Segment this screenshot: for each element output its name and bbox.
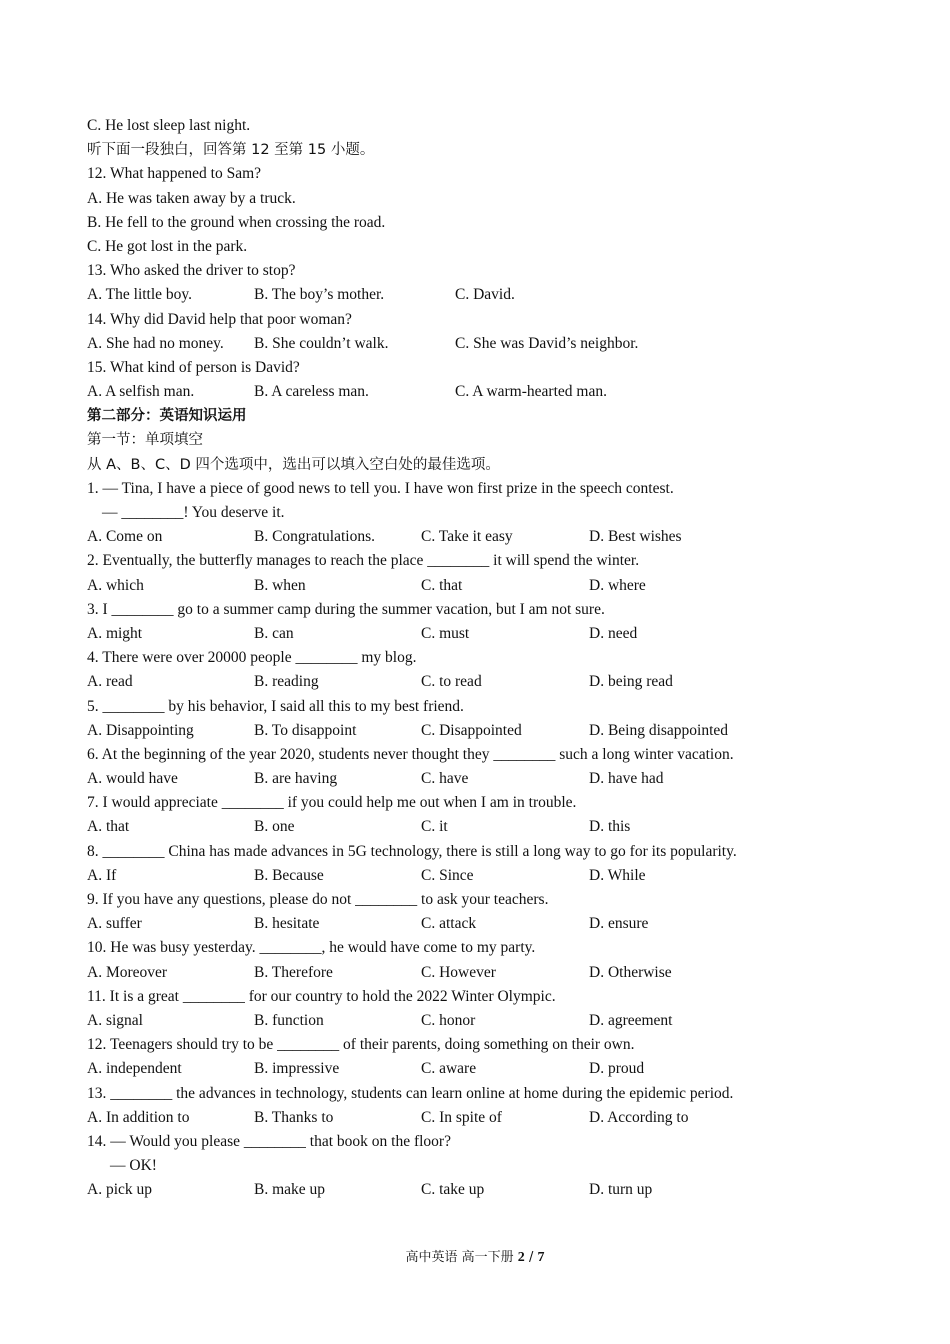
options-row: [87, 380, 887, 404]
option-a: A. In addition to: [87, 1108, 190, 1126]
question-text: 9. If you have any questions, please do not ________ to ask your teachers.: [87, 891, 549, 908]
option-d: D. where: [589, 576, 646, 594]
question-text: 11. It is a great ________ for our country to hold the 2022 Winter Olympic.: [87, 987, 556, 1005]
option-c: C. it: [421, 818, 448, 836]
option-b: B. function: [254, 1011, 324, 1029]
option-a: A. read: [87, 673, 133, 691]
option-a: A. that: [87, 818, 130, 836]
response-line: — OK!: [110, 1157, 157, 1175]
option-a: A. pick up: [87, 1181, 153, 1199]
option-b: B. Congratulations.: [254, 528, 375, 546]
option-b: B. are having: [254, 770, 338, 788]
option-c: C. take up: [421, 1181, 485, 1199]
option-c: C. She was David’s neighbor.: [455, 334, 639, 352]
option-c: C. have: [421, 770, 469, 788]
option-c: C. that: [421, 576, 463, 594]
option-a: A. A selfish man.: [87, 383, 195, 401]
option-c: C. Take it easy: [421, 528, 513, 546]
question-text: 2. Eventually, the butterfly manages to reach the place ________ it will spend the winter.: [87, 552, 640, 570]
options-row: [87, 719, 887, 743]
options-row: [87, 864, 887, 888]
question-text: 5. ________ by his behavior, I said all this to my best friend.: [87, 697, 464, 715]
option-a: A. The little boy.: [87, 286, 193, 304]
option-a: A. signal: [87, 1011, 143, 1029]
question-text: 7. I would appreciate ________ if you could help me out when I am in trouble.: [87, 794, 577, 812]
page-footer: [0, 1246, 950, 1266]
option-b: B. She couldn’t walk.: [254, 334, 389, 352]
option-b: B. when: [254, 576, 306, 594]
options-row: [87, 283, 887, 307]
page-total: 7: [537, 1250, 545, 1265]
option-d: D. this: [589, 818, 631, 836]
question-text: 1. — Tina, I have a piece of good news to tell you. I have won first prize in the speech contest.: [87, 479, 674, 497]
option-d: D. have had: [589, 770, 664, 788]
option-text: C. He lost sleep last night.: [87, 117, 251, 134]
question-text: 12. What happened to Sam?: [87, 165, 262, 183]
page-number: 2: [517, 1250, 525, 1265]
option-c: C. honor: [421, 1011, 476, 1029]
option-a: A. which: [87, 576, 144, 594]
options-row: [87, 961, 887, 985]
option-c: C. In spite of: [421, 1108, 502, 1126]
option-d: D. agreement: [589, 1011, 673, 1029]
option-b: B. one: [254, 818, 295, 836]
option-a: A. Come on: [87, 528, 163, 546]
option-d: D. need: [589, 624, 638, 642]
multiple-choice-questions: [87, 477, 887, 1203]
question-text: 3. I ________ go to a summer camp during the summer vacation, but I am not sure.: [87, 600, 605, 618]
options-row: [87, 815, 887, 839]
footer-label: 高中英语 高一下册: [405, 1250, 514, 1265]
option-b: B. impressive: [254, 1060, 340, 1078]
options-row: [87, 622, 887, 646]
options-row: [87, 1106, 887, 1130]
options-row: [87, 767, 887, 791]
option-d: D. Otherwise: [589, 963, 672, 981]
option-c: C. must: [421, 624, 470, 642]
option-c: C. aware: [421, 1060, 477, 1078]
option-d: D. proud: [589, 1060, 645, 1078]
option-c: C. Disappointed: [421, 721, 522, 739]
question-text: 12. Teenagers should try to be ________ of their parents, doing something on their own.: [87, 1036, 635, 1054]
section-title: 第一节：单项填空: [87, 432, 203, 449]
options-row: [87, 1178, 887, 1202]
option-a: A. Moreover: [87, 963, 168, 981]
option-a: A. Disappointing: [87, 721, 194, 739]
options-row: [87, 1009, 887, 1033]
option-a: A. He was taken away by a truck.: [87, 189, 296, 207]
option-b: B. A careless man.: [254, 383, 369, 401]
listening-questions: [87, 162, 887, 404]
option-b: B. To disappoint: [254, 721, 357, 739]
option-d: D. While: [589, 866, 646, 884]
option-d: D. Being disappointed: [589, 721, 729, 739]
question-text: 4. There were over 20000 people ________ my blog.: [87, 649, 417, 667]
options-row: [87, 525, 887, 549]
options-row: [87, 1057, 887, 1081]
option-c: C. However: [421, 963, 496, 981]
option-b: B. make up: [254, 1181, 326, 1199]
options-row: [87, 912, 887, 936]
option-c: C. attack: [421, 915, 477, 933]
options-row: [87, 332, 887, 356]
option-d: D. turn up: [589, 1181, 653, 1199]
options-row: [87, 574, 887, 598]
option-b: B. can: [254, 624, 294, 642]
question-text: 15. What kind of person is David?: [87, 358, 300, 376]
question-text: 8. ________ China has made advances in 5G technology, there is still a long way to go for its popularity.: [87, 842, 737, 860]
option-b: B. He fell to the ground when crossing the road.: [87, 213, 386, 231]
question-text: 10. He was busy yesterday. ________, he would have come to my party.: [87, 939, 536, 957]
option-b: B. Thanks to: [254, 1108, 334, 1126]
response-line: — ________! You deserve it.: [102, 504, 285, 521]
option-a: A. might: [87, 624, 143, 642]
option-a: A. suffer: [87, 915, 142, 933]
options-row: [87, 670, 887, 694]
option-c: C. Since: [421, 866, 474, 884]
option-a: A. would have: [87, 770, 178, 788]
option-a: A. If: [87, 866, 117, 884]
option-b: B. hesitate: [254, 915, 320, 933]
option-c: C. David.: [455, 286, 515, 304]
option-a: A. She had no money.: [87, 334, 224, 352]
part-title: 第二部分：英语知识运用: [87, 408, 247, 425]
option-b: B. Therefore: [254, 963, 333, 981]
question-text: 14. Why did David help that poor woman?: [87, 310, 352, 328]
question-text: 14. — Would you please ________ that book on the floor?: [87, 1132, 451, 1150]
option-d: D. Best wishes: [589, 528, 682, 546]
section-instruction: 从 A、B、C、D 四个选项中，选出可以填入空白处的最佳选项。: [87, 456, 500, 473]
option-d: D. being read: [589, 673, 673, 691]
question-text: 13. Who asked the driver to stop?: [87, 262, 296, 280]
option-d: D. ensure: [589, 915, 649, 933]
question-text: 13. ________ the advances in technology, students can learn online at home during the epidemic period.: [87, 1084, 734, 1102]
exam-page: [87, 114, 887, 1202]
option-c: C. to read: [421, 673, 482, 691]
option-c: C. He got lost in the park.: [87, 237, 248, 255]
option-b: B. The boy’s mother.: [254, 286, 385, 304]
option-b: B. reading: [254, 673, 319, 691]
listening-instruction: 听下面一段独白，回答第 12 至第 15 小题。: [87, 142, 375, 159]
option-c: C. A warm-hearted man.: [455, 383, 607, 401]
option-b: B. Because: [254, 866, 324, 884]
option-d: D. According to: [589, 1108, 689, 1126]
question-text: 6. At the beginning of the year 2020, students never thought they ________ such a long winter vacation.: [87, 745, 734, 763]
option-a: A. independent: [87, 1060, 182, 1078]
page-separator: /: [528, 1250, 534, 1265]
